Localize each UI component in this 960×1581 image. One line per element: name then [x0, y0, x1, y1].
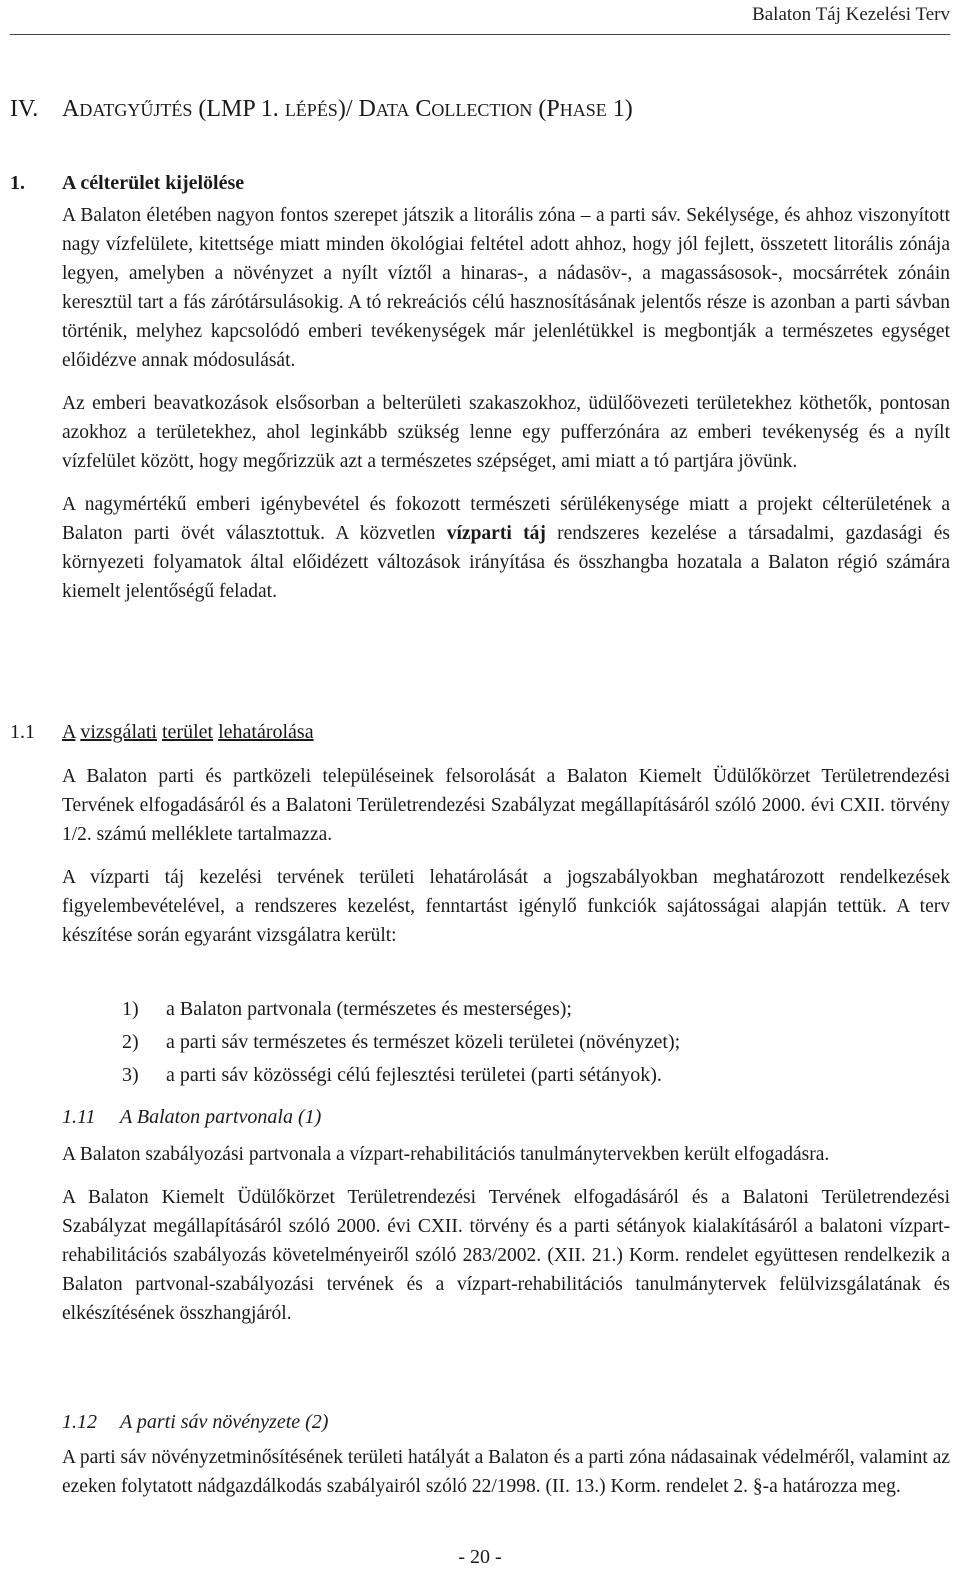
- running-header-title: Balaton Táj Kezelési Terv: [752, 4, 950, 25]
- chapter-title-part: C: [409, 96, 432, 122]
- section-heading: [10, 172, 244, 195]
- chapter-title-part: OLLECTION: [431, 100, 533, 120]
- subsubsection-title: A Balaton partvonala (1): [120, 1106, 322, 1128]
- list-item-number: 1): [122, 998, 139, 1020]
- list-item: [122, 1064, 662, 1087]
- list-item: [122, 998, 572, 1021]
- header-divider: [10, 34, 950, 35]
- subsubsection-number: 1.11: [62, 1106, 96, 1128]
- chapter-title-part: LÉPÉS: [284, 100, 338, 120]
- chapter-title-part: HASE: [559, 100, 607, 120]
- paragraph: [62, 490, 950, 606]
- chapter-title-part: (LMP 1.: [192, 96, 285, 122]
- subsubsection-title: A parti sáv növényzete (2): [120, 1411, 329, 1433]
- subsection-title-word: lehatárolása: [218, 721, 314, 743]
- paragraph: A Balaton életében nagyon fontos szerepet játszik a litorális zóna – a parti sáv. Sekélysége, és ahhoz viszonyított nagy vízfelülete, kitettsége miatt minden ökológiai feltétel adott ahhoz, hogy jól fejlett, összetett litorális zónája legyen, amelyben a növényzet a nyílt víztől a hinaras-, a nádasöv-, a magassásosok-, mocsárrétek zónáin keresztül tart a fás zárótársulásokig. A tó rekreációs célú hasznosításának jelentős része is azonban a parti sávban történik, melyhez kapcsolódó emberi tevékenységek már jelenlétükkel is megbontják a természetes egységet előidézve annak módosulását.: [62, 205, 950, 371]
- paragraph: A Balaton Kiemelt Üdülőkörzet Területrendezési Tervének elfogadásáról és a Balatoni Területrendezési Szabályzat megállapításáról szóló 2000. évi CXII. törvény és a parti sétányok kialakításáról a balatoni vízpart-rehabilitációs szabályozás követelményeiről szóló 283/2002. (XII. 21.) Korm. rendelet együttesen rendelkezik a Balaton partvonal-szabályozási tervének és a vízpart-rehabilitációs tanulmánytervek felülvizsgálatának és elkészítésének összhangjáról.: [62, 1187, 950, 1324]
- list-item-number: 3): [122, 1064, 139, 1086]
- section-title: A célterület kijelölése: [62, 172, 245, 194]
- paragraph: A Balaton szabályozási partvonala a vízpart-rehabilitációs tanulmánytervekben került elfogadásra.: [62, 1144, 830, 1165]
- chapter-title-part: 1): [606, 96, 633, 122]
- section112-body: [62, 1443, 950, 1501]
- section-number: 1.: [10, 172, 25, 194]
- list-item-number: 2): [122, 1031, 139, 1053]
- section1-body: [62, 201, 950, 606]
- chapter-title-part: DATGYŰJTÉS: [79, 100, 193, 120]
- list-item-text: a parti sáv természetes és természet közeli területei (növényzet);: [166, 1031, 681, 1053]
- subsection-title-word: vizsgálati: [80, 721, 157, 743]
- paragraph-text: A nagymértékű emberi igénybevétel és fokozott természeti sérülékenysége miatt a projekt célterületének a Balaton parti övét választottuk. A közvetlen: [62, 494, 950, 544]
- section11-body: [62, 762, 950, 950]
- paragraph-text: rendszeres kezelése a társadalmi, gazdasági és környezeti folyamatok által előidézett változások irányítása és összhangba hozatala a Balaton régió számára kiemelt jelentőségű feladat.: [62, 523, 950, 602]
- list-item-text: a parti sáv közösségi célú fejlesztési területei (parti sétányok).: [166, 1064, 662, 1086]
- subsection-title-word: terület: [161, 721, 214, 743]
- paragraph-bold-text: vízparti táj: [446, 523, 546, 544]
- paragraph: A Balaton parti és partközeli településeinek felsorolását a Balaton Kiemelt Üdülőkörzet Területrendezési Tervének elfogadásáról és a Balatoni Területrendezési Szabályzat megállapításáról szóló 2000. évi CXII. törvény 1/2. számú melléklete tartalmazza.: [62, 766, 950, 845]
- subsection-title-word: A: [62, 721, 76, 743]
- chapter-title-part: )/: [337, 96, 359, 122]
- chapter-title-part: (P: [532, 96, 560, 122]
- chapter-title-part: A: [62, 96, 80, 122]
- paragraph: A vízparti táj kezelési tervének területi lehatárolását a jogszabályokban meghatározott rendelkezések figyelembevételével, a rendszeres kezelést, fenntartást igénylő funkciók sajátosságai alapján tettük. A terv készítése során egyaránt vizsgálatra került:: [62, 867, 950, 946]
- subsubsection-heading: [62, 1106, 321, 1129]
- subsection-number: 1.1: [10, 721, 35, 743]
- chapter-title-part: ATA: [375, 100, 410, 120]
- chapter-heading: [10, 96, 633, 123]
- list-item-text: a Balaton partvonala (természetes és mesterséges);: [166, 998, 572, 1020]
- page-number: - 20 -: [458, 1546, 502, 1568]
- subsubsection-number: 1.12: [62, 1411, 97, 1433]
- list-item: [122, 1031, 680, 1054]
- chapter-title-part: D: [358, 96, 376, 122]
- paragraph: Az emberi beavatkozások elsősorban a belterületi szakaszokhoz, üdülőövezeti területekhez köthetők, pontosan azokhoz a területekhez, ahol leginkább szükség lenne egy pufferzónára az emberi tevékenység és a nyílt vízfelület között, hogy megőrizzük azt a természetes szépséget, ami miatt a tó partjára jövünk.: [62, 393, 950, 472]
- subsection-heading: [10, 721, 314, 744]
- subsubsection-heading: [62, 1411, 328, 1434]
- section111-body: [62, 1140, 950, 1328]
- paragraph: A parti sáv növényzetminősítésének területi hatályát a Balaton és a parti zóna nádasainak védelméről, valamint az ezeken folytatott nádgazdálkodás szabályairól szóló 22/1998. (II. 13.) Korm. rendelet 2. §-a határozza meg.: [62, 1447, 951, 1497]
- chapter-number: IV.: [10, 96, 39, 122]
